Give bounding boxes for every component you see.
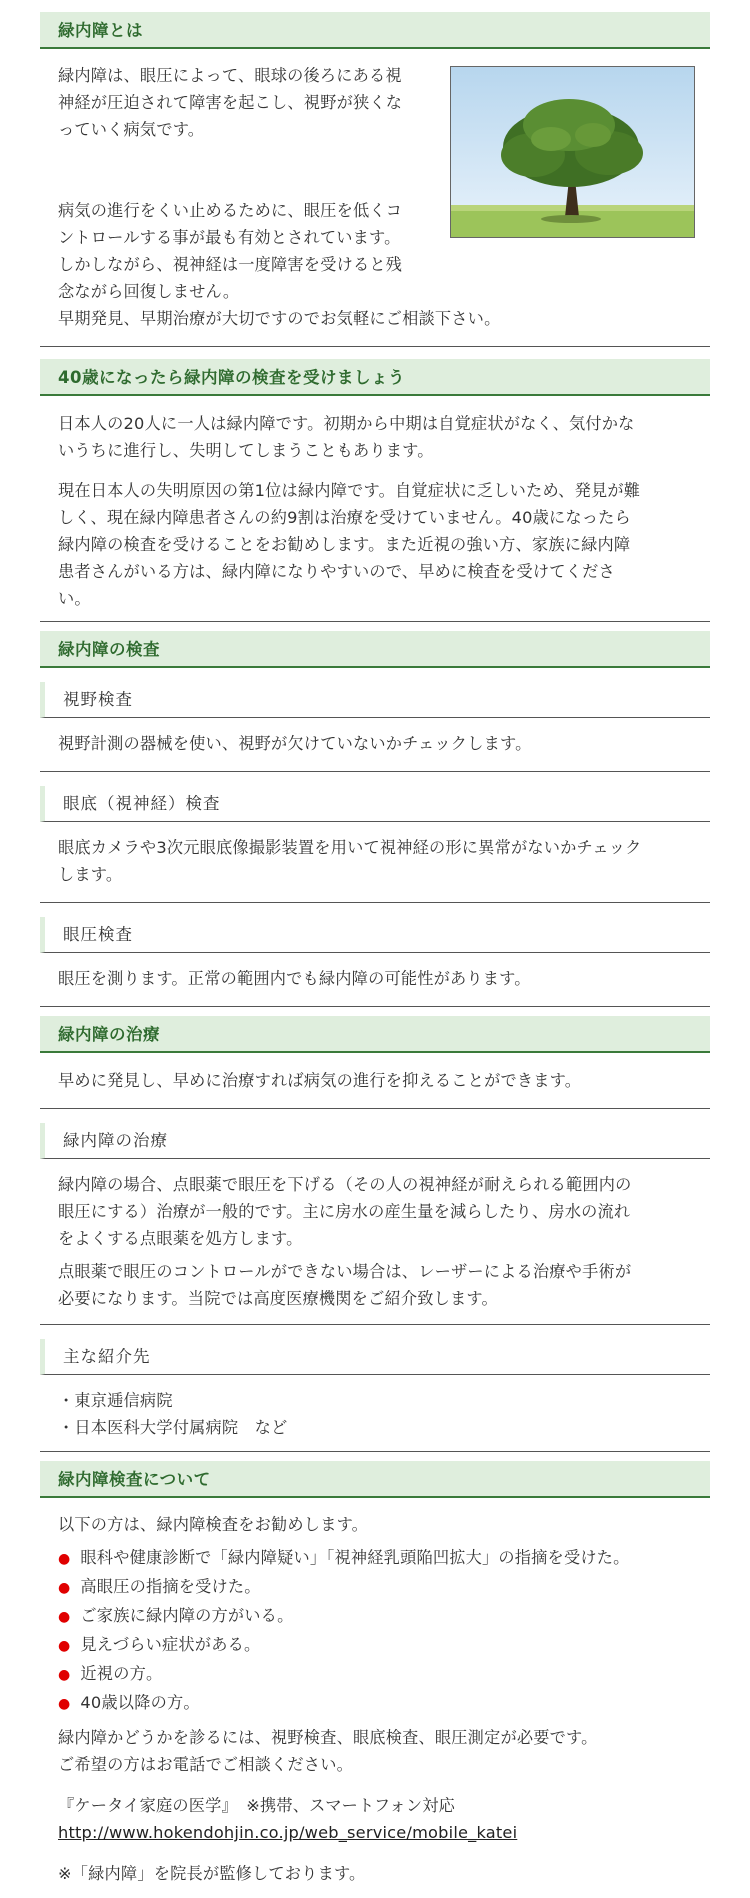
text-line: 現在日本人の失明原因の第1位は緑内障です。自覚症状に乏しいため、発見が難 bbox=[58, 481, 641, 500]
list-item bbox=[58, 1602, 696, 1631]
list-item bbox=[58, 1544, 696, 1573]
age40-paragraph-1 bbox=[58, 410, 696, 464]
book-reference bbox=[58, 1792, 696, 1846]
supervised-note: ※「緑内障」を院長が監修しております。 bbox=[58, 1864, 366, 1883]
list-item bbox=[58, 1689, 696, 1718]
treatment-paragraph-1 bbox=[58, 1171, 696, 1252]
about-line: 念ながら回復しません。 bbox=[58, 282, 240, 301]
section-title-checkup: 緑内障検査について bbox=[40, 1461, 710, 1498]
list-item-text: 40歳以降の方。 bbox=[80, 1693, 200, 1712]
bullet-icon: ● bbox=[58, 1580, 71, 1596]
section-title-treatment: 緑内障の治療 bbox=[40, 1016, 710, 1053]
subsection-title-fundus: 眼底（視神経）検査 bbox=[40, 786, 710, 822]
list-item bbox=[58, 1631, 696, 1660]
bullet-icon: ● bbox=[58, 1696, 71, 1712]
list-item-text: 眼科や健康診断で「緑内障疑い」「視神経乳頭陥凹拡大」の指摘を受けた。 bbox=[80, 1548, 630, 1567]
bullet-icon: ● bbox=[58, 1551, 71, 1567]
section-age40 bbox=[40, 359, 710, 612]
subsection-title-pressure: 眼圧検査 bbox=[40, 917, 710, 953]
treatment-paragraph-2 bbox=[58, 1258, 696, 1312]
checkup-note bbox=[58, 1724, 696, 1778]
text-line: 点眼薬で眼圧のコントロールができない場合は、レーザーによる治療や手術が bbox=[58, 1262, 632, 1281]
list-item bbox=[58, 1660, 696, 1689]
checkup-intro: 以下の方は、緑内障検査をお勧めします。 bbox=[58, 1515, 369, 1534]
about-line: ントロールする事が最も有効とされています。 bbox=[58, 228, 401, 247]
pressure-text: 眼圧を測ります。正常の範囲内でも緑内障の可能性があります。 bbox=[58, 969, 531, 988]
text-line: 眼圧にする）治療が一般的です。主に房水の産生量を減らしたり、房水の流れ bbox=[58, 1202, 631, 1221]
bullet-icon: ● bbox=[58, 1667, 71, 1683]
about-line: 早期発見、早期治療が大切ですのでお気軽にご相談下さい。 bbox=[58, 309, 501, 328]
text-line: します。 bbox=[58, 865, 123, 884]
section-title-exam: 緑内障の検査 bbox=[40, 631, 710, 668]
text-line: 眼底カメラや3次元眼底像撮影装置を用いて視神経の形に異常がないかチェック bbox=[58, 838, 642, 857]
checkup-list bbox=[58, 1544, 696, 1718]
referral-list bbox=[40, 1375, 710, 1451]
subsection-title-treatment: 緑内障の治療 bbox=[40, 1123, 710, 1159]
referral-item: ・東京逓信病院 bbox=[58, 1391, 173, 1410]
text-line: ご希望の方はお電話でご相談ください。 bbox=[58, 1755, 353, 1774]
text-line: い。 bbox=[58, 589, 91, 608]
list-item-text: 近視の方。 bbox=[80, 1664, 163, 1683]
list-item-text: 見えづらい症状がある。 bbox=[80, 1635, 261, 1654]
age40-paragraph-2 bbox=[58, 477, 696, 612]
list-item-text: ご家族に緑内障の方がいる。 bbox=[80, 1606, 294, 1625]
subsection-title-visual-field: 視野検査 bbox=[40, 682, 710, 718]
text-line: しく、現在緑内障患者さんの約9割は治療を受けていません。40歳になったら bbox=[58, 508, 631, 527]
text-line: 患者さんがいる方は、緑内障になりやすいので、早めに検査を受けてくださ bbox=[58, 562, 615, 581]
section-title-about: 緑内障とは bbox=[40, 12, 710, 49]
subsection-title-referrals: 主な紹介先 bbox=[40, 1339, 710, 1375]
text-line: 日本人の20人に一人は緑内障です。初期から中期は自覚症状がなく、気付かな bbox=[58, 414, 635, 433]
section-checkup bbox=[40, 1461, 710, 1887]
bullet-icon: ● bbox=[58, 1638, 71, 1654]
section-title-age40: 40歳になったら緑内障の検査を受けましょう bbox=[40, 359, 710, 396]
visual-field-text: 視野計測の器械を使い、視野が欠けていないかチェックします。 bbox=[58, 734, 532, 753]
tree-image bbox=[450, 66, 695, 238]
section-exam bbox=[40, 631, 710, 1007]
text-line: 緑内障かどうかを診るには、視野検査、眼底検査、眼圧測定が必要です。 bbox=[58, 1728, 598, 1747]
bullet-icon: ● bbox=[58, 1609, 71, 1625]
about-line: 神経が圧迫されて障害を起こし、視野が狭くな bbox=[58, 93, 403, 112]
referral-item: ・日本医科大学付属病院 など bbox=[58, 1418, 288, 1437]
about-line: っていく病気です。 bbox=[58, 120, 205, 139]
about-line: 緑内障は、眼圧によって、眼球の後ろにある視 bbox=[58, 66, 402, 85]
list-item-text: 高眼圧の指摘を受けた。 bbox=[80, 1577, 261, 1596]
text-line: 緑内障の場合、点眼薬で眼圧を下げる（その人の視神経が耐えられる範囲内の bbox=[58, 1175, 632, 1194]
tree-photo-icon bbox=[451, 67, 695, 238]
fundus-text bbox=[58, 834, 696, 888]
treatment-intro: 早めに発見し、早めに治療すれば病気の進行を抑えることができます。 bbox=[58, 1071, 582, 1090]
about-line: しかしながら、視神経は一度障害を受けると残 bbox=[58, 255, 403, 274]
text-line: 緑内障の検査を受けることをお勧めします。また近視の強い方、家族に緑内障 bbox=[58, 535, 631, 554]
text-line: 必要になります。当院では高度医療機関をご紹介致します。 bbox=[58, 1289, 498, 1308]
section-treatment bbox=[40, 1016, 710, 1452]
book-title: 『ケータイ家庭の医学』 ※携帯、スマートフォン対応 bbox=[58, 1796, 456, 1815]
text-line: いうちに進行し、失明してしまうこともあります。 bbox=[58, 441, 434, 460]
text-line: をよくする点眼薬を処方します。 bbox=[58, 1229, 303, 1248]
list-item bbox=[58, 1573, 696, 1602]
mobile-katei-link[interactable]: http://www.hokendohjin.co.jp/web_service/mobile_katei bbox=[58, 1823, 518, 1842]
about-line: 病気の進行をくい止めるために、眼圧を低くコ bbox=[58, 201, 403, 220]
